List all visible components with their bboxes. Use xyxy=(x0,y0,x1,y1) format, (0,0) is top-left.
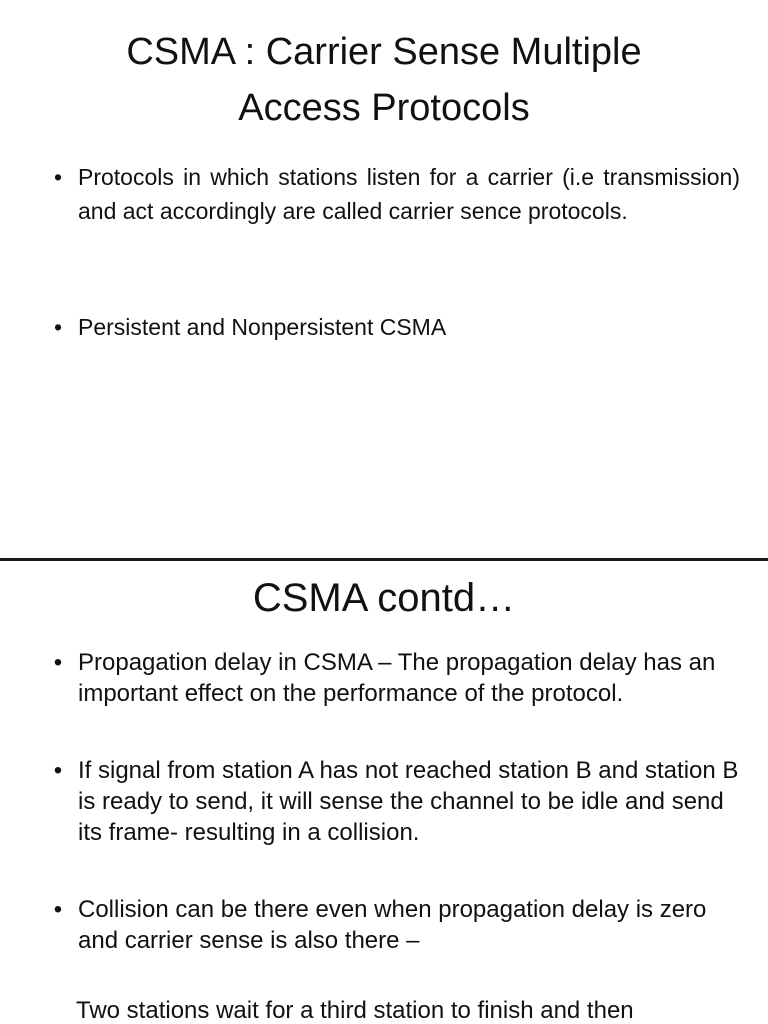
bullet-item xyxy=(48,647,740,709)
bullet-text: Protocols in which stations listen for a carrier (i.e transmission) and act accordingly are called carrier sence protocols. xyxy=(78,164,740,224)
bullet-text: Propagation delay in CSMA – The propagation delay has an important effect on the performance of the protocol. xyxy=(78,649,716,707)
continuation-text: Two stations wait for a third station to finish and then xyxy=(76,997,634,1024)
bullet-text: Persistent and Nonpersistent CSMA xyxy=(78,314,447,340)
bullet-dot-icon: • xyxy=(53,757,63,784)
bullet-dot-icon: • xyxy=(53,649,63,676)
slide-title: CSMA contd… xyxy=(252,576,516,620)
bullet-dot-icon: • xyxy=(53,164,63,190)
slide-csma-contd xyxy=(0,561,768,1024)
slide-title-line-2: Access Protocols xyxy=(238,87,530,129)
slide-title xyxy=(0,24,768,136)
bullet-item xyxy=(48,755,740,848)
bullet-dot-icon: • xyxy=(53,314,63,340)
bullet-item xyxy=(48,310,740,344)
bullet-text: If signal from station A has not reached station B and station B is ready to send, it will sense the channel to be idle and send its frame- resulting in a collision. xyxy=(78,757,739,846)
slide-title-line-1: CSMA : Carrier Sense Multiple xyxy=(126,31,642,73)
bullet-item xyxy=(48,894,740,956)
bullet-item xyxy=(48,160,740,228)
bullet-text: Collision can be there even when propagation delay is zero and carrier sense is also there – xyxy=(78,896,707,954)
bullet-dot-icon: • xyxy=(53,896,63,923)
